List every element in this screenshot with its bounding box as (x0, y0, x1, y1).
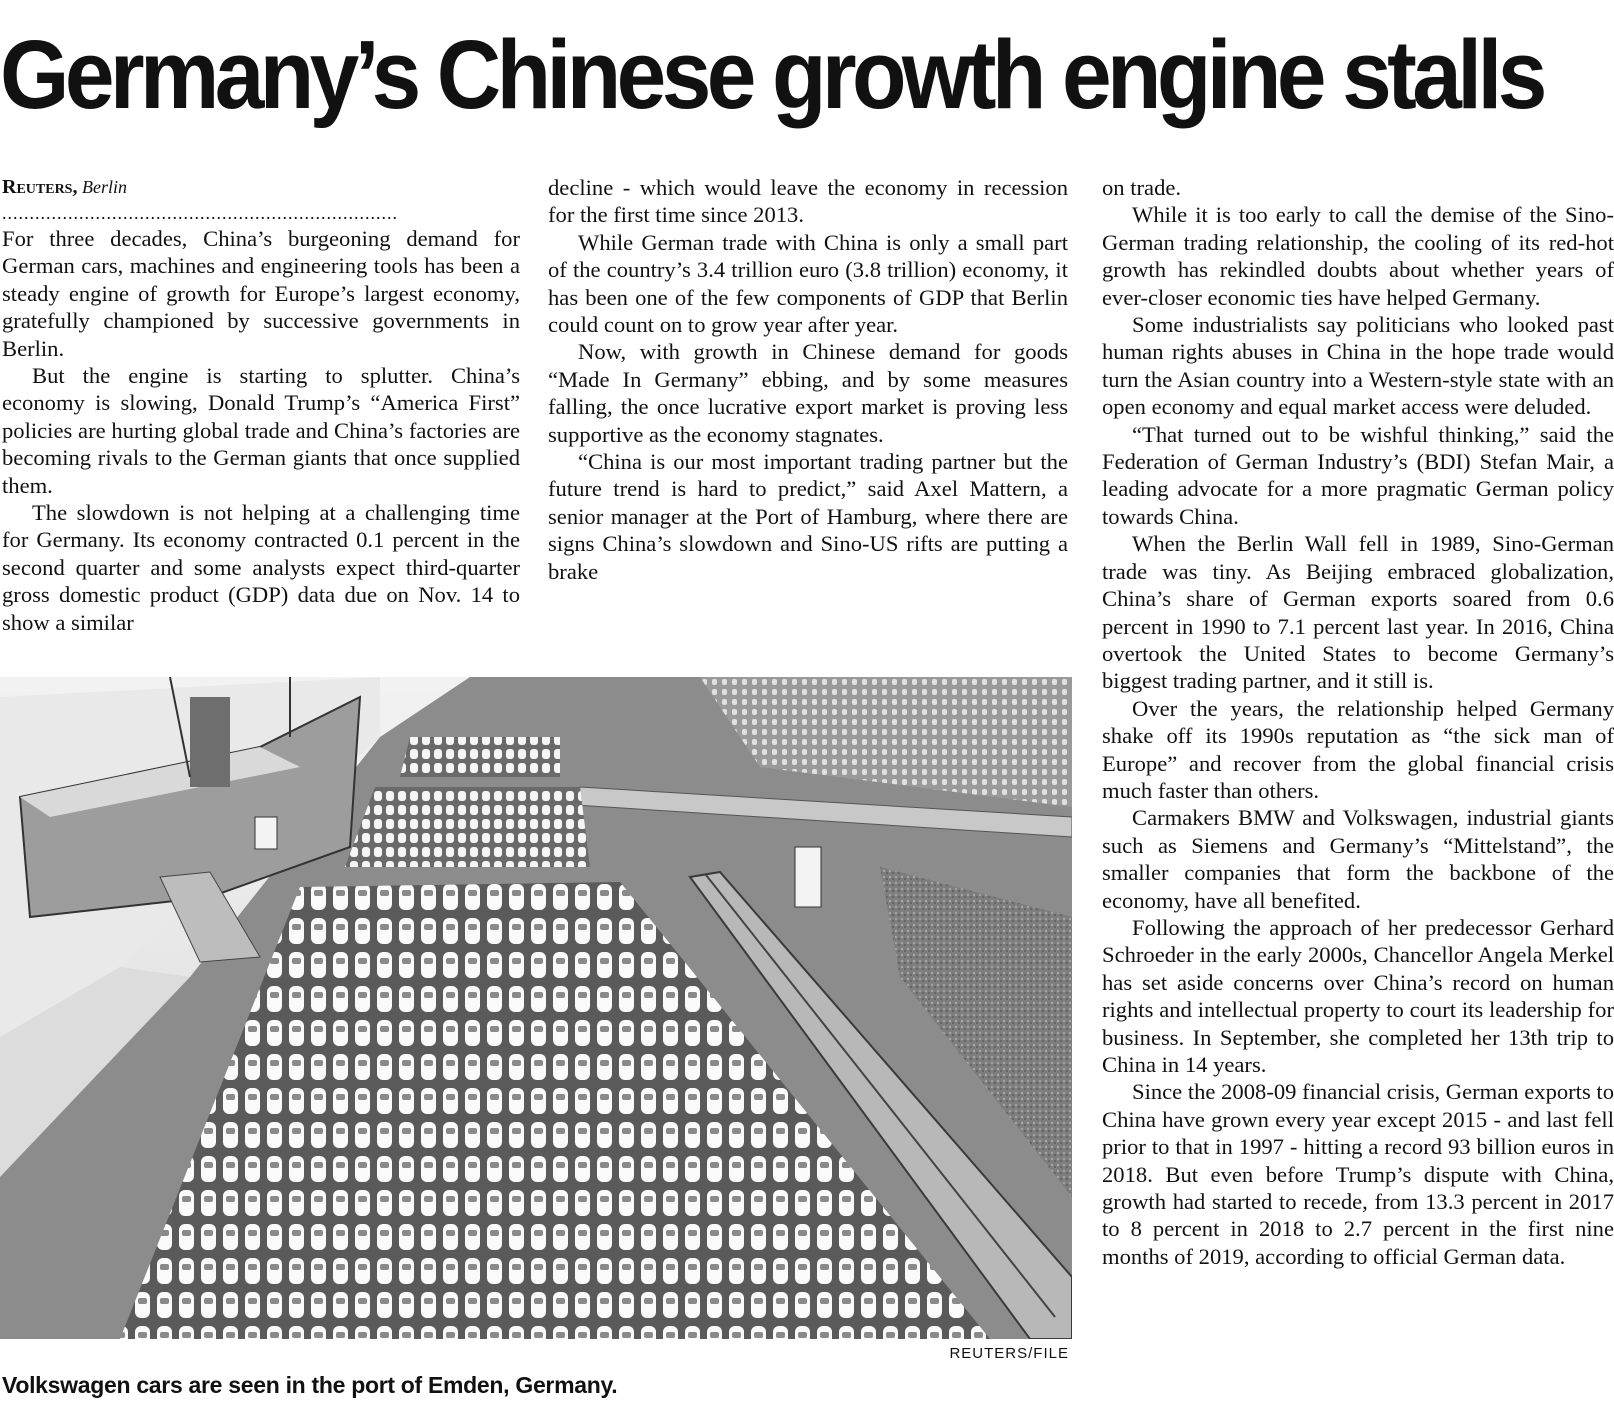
headline: Germany’s Chinese growth engine stalls (0, 20, 1543, 129)
photo-caption: Volkswagen cars are seen in the port of Emden, Germany. (2, 1372, 618, 1398)
paragraph: on trade. (1102, 175, 1182, 200)
byline-location: Berlin (81, 177, 127, 197)
paragraph: Since the 2008-09 financial crisis, German exports to China have grown every year except 2015 - and last fell prior to that in 1997 - hitting a record 93 billion euros in 2018. But even before Trump’s dispute with China, growth had started to recede, from 13.3 percent in 2017 to 8 percent in 2018 to 2.7 percent in the first nine months of 2019, according to official German data. (1102, 1079, 1614, 1269)
paragraph: Over the years, the relationship helped Germany shake off its 1990s reputation as “the sick man of Europe” and recover from the global financial crisis much faster than others. (1102, 695, 1614, 803)
paragraph: Following the approach of her predecessor Gerhard Schroeder in the early 2000s, Chancellor Angela Merkel has set aside concerns over China’s record on human rights and intellectual property to court its leadership for business. In September, she completed her 13th trip to China in 14 years. (1102, 914, 1614, 1077)
article-column-2 (548, 174, 1068, 585)
port-photo (0, 677, 1072, 1339)
byline (2, 174, 520, 201)
photo-credit: REUTERS/FILE (949, 1345, 1069, 1362)
paragraph: The slowdown is not helping at a challenging time for Germany. Its economy contracted 0.1 percent in the second quarter and some analysts expect third-quarter gross domestic product (GDP) data due on Nov. 14 to show a similar (2, 500, 520, 635)
paragraph: Now, with growth in Chinese demand for goods “Made In Germany” ebbing, and by some measures falling, the once lucrative export market is proving less supportive as the economy stagnates. (548, 339, 1068, 447)
paragraph: For three decades, China’s burgeoning demand for German cars, machines and engineering tools has been a steady engine of growth for Europe’s largest economy, gratefully championed by successive governments in Berlin. (2, 226, 520, 361)
article-column-3 (1102, 174, 1614, 1270)
paragraph: Some industrialists say politicians who looked past human rights abuses in China in the hope trade would turn the Asian country into a Western-style state with an open economy and equal market access were deluded. (1102, 312, 1614, 420)
byline-separator: ........................................................................ (2, 203, 398, 223)
paragraph: But the engine is starting to splutter. China’s economy is slowing, Donald Trump’s “America First” policies are hurting global trade and China’s factories are becoming rivals to the German giants that once supplied them. (2, 363, 520, 498)
paragraph: Carmakers BMW and Volkswagen, industrial giants such as Siemens and Germany’s “Mittelstand”, the smaller companies that form the backbone of the economy, have all benefited. (1102, 805, 1614, 913)
paragraph: When the Berlin Wall fell in 1989, Sino-German trade was tiny. As Beijing embraced globalization, China’s share of German exports soared from 0.6 percent in 1990 to 7.1 percent last year. In 2016, China overtook the United States to become Germany’s biggest trading partner, and it still is. (1102, 531, 1614, 694)
paragraph: “China is our most important trading partner but the future trend is hard to predict,” said Axel Mattern, a senior manager at the Port of Hamburg, where there are signs China’s slowdown and Sino-US rifts are putting a brake (548, 449, 1068, 584)
paragraph: While German trade with China is only a small part of the country’s 3.4 trillion euro (3.8 trillion) economy, it has been one of the few components of GDP that Berlin could count on to grow year after year. (548, 229, 1068, 338)
article-column-1 (2, 174, 520, 636)
port-photo-illustration (0, 677, 1072, 1339)
paragraph: “That turned out to be wishful thinking,” said the Federation of German Industry’s (BDI) Stefan Mair, a leading advocate for a more pragmatic German policy towards China. (1102, 421, 1614, 529)
byline-agency: Reuters, (2, 176, 78, 198)
paragraph: decline - which would leave the economy in recession for the first time since 2013. (548, 175, 1068, 228)
paragraph: While it is too early to call the demise of the Sino-German trading relationship, the cooling of its red-hot growth has rekindled doubts about whether years of ever-closer economic ties have helped Germany. (1102, 202, 1614, 310)
